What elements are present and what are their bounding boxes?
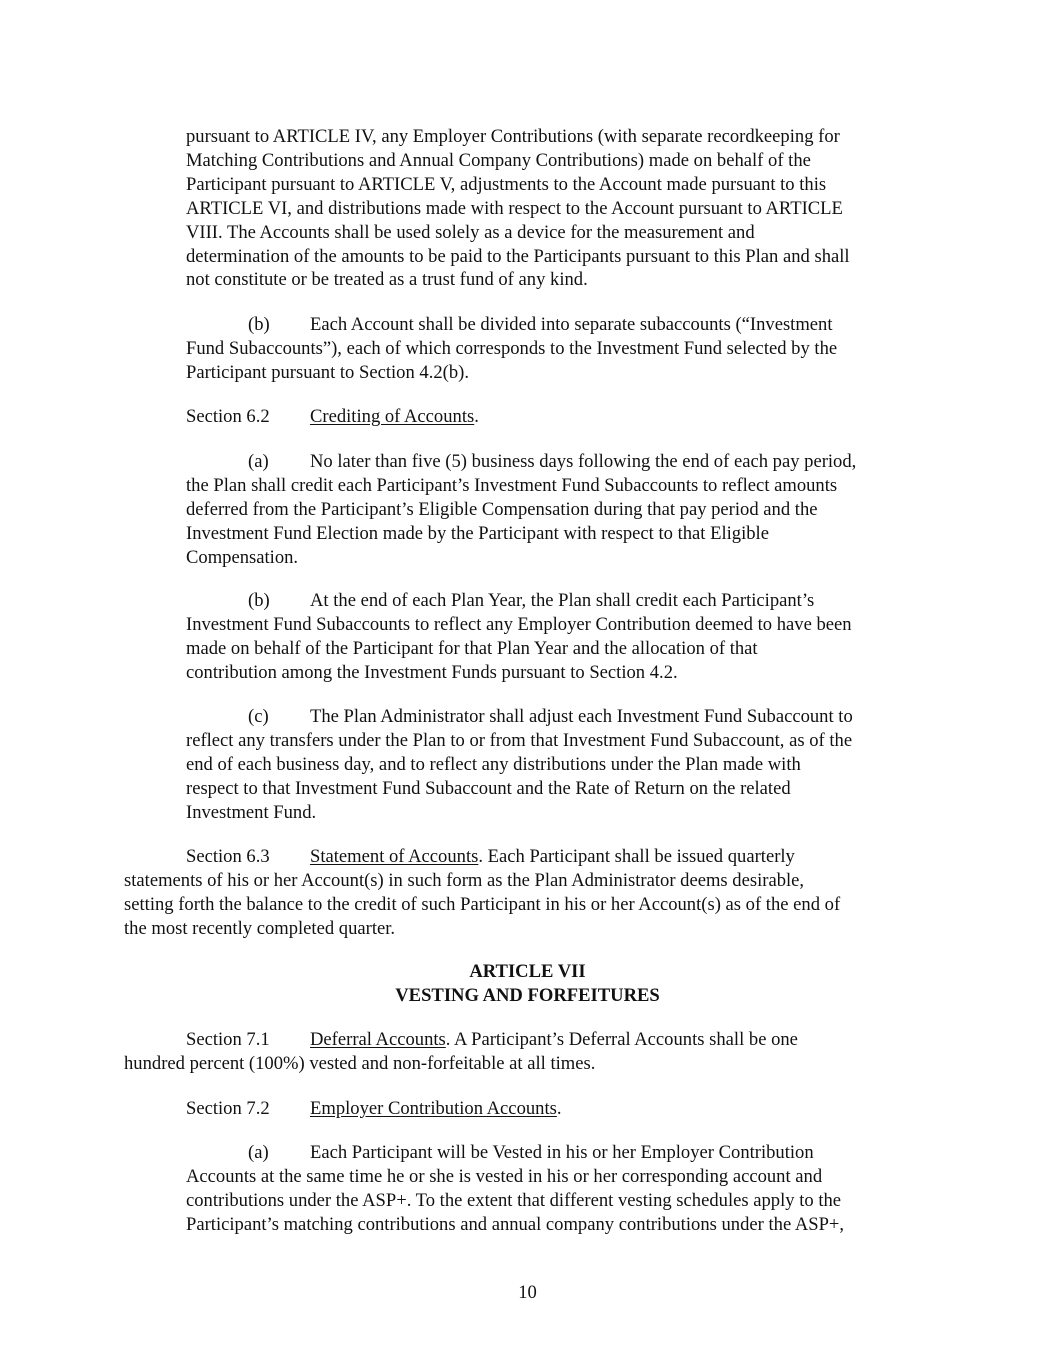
text-line: reflect any transfers under the Plan to or from that Investment Fund Subaccount, as of the	[186, 729, 853, 751]
text-line	[186, 589, 852, 613]
text-line: the most recently completed quarter.	[124, 917, 396, 939]
text-line: Fund Subaccounts”), each of which corresponds to the Investment Fund selected by the	[186, 337, 838, 359]
text-line: Participant pursuant to Section 4.2(b).	[186, 361, 469, 383]
section-6-2-heading	[186, 405, 479, 429]
text-line	[124, 845, 840, 869]
text-line: deferred from the Participant’s Eligible Compensation during that pay period and the	[186, 498, 818, 520]
subsection-label: (a)	[248, 451, 269, 472]
section-number: Section 7.1	[186, 1029, 270, 1050]
text-line: statements of his or her Account(s) in such form as the Plan Administrator deems desirable,	[124, 869, 805, 891]
text-line-content: . Each Participant shall be issued quarterly	[478, 846, 795, 867]
text-line	[186, 405, 479, 429]
section-title: Employer Contribution Accounts	[310, 1098, 557, 1119]
text-line: end of each business day, and to reflect any distributions under the Plan made with	[186, 753, 801, 775]
section-7-2-heading	[186, 1097, 562, 1121]
section-title: Crediting of Accounts	[310, 406, 475, 427]
section-title-punct: .	[556, 1098, 562, 1119]
text-line: determination of the amounts to be paid to the Participants pursuant to this Plan and shall	[186, 245, 850, 267]
text-line: made on behalf of the Participant for that Plan Year and the allocation of that	[186, 637, 758, 659]
text-line: contributions under the ASP+. To the extent that different vesting schedules apply to the	[186, 1189, 842, 1211]
text-line	[186, 1141, 844, 1165]
section-title-punct: .	[474, 406, 479, 427]
text-line: Accounts at the same time he or she is vested in his or her corresponding account and	[186, 1165, 823, 1187]
section-title: Deferral Accounts	[310, 1029, 446, 1050]
text-line: setting forth the balance to the credit of such Participant in his or her Account(s) as of the end of	[124, 893, 841, 915]
section-6-3	[124, 845, 840, 941]
text-line: Investment Fund Subaccounts to reflect any Employer Contribution deemed to have been	[186, 613, 852, 635]
article-number: ARTICLE VII	[469, 961, 586, 982]
subsection-6-1-b	[186, 313, 837, 385]
text-line	[186, 450, 856, 474]
subsection-label: (c)	[248, 706, 269, 727]
text-line	[186, 1097, 562, 1121]
text-line-content: Each Account shall be divided into separate subaccounts (“Investment	[310, 314, 833, 335]
text-line: not constitute or be treated as a trust fund of any kind.	[186, 269, 588, 291]
text-line: pursuant to ARTICLE IV, any Employer Contributions (with separate recordkeeping for	[186, 126, 840, 147]
text-line: ARTICLE VI, and distributions made with respect to the Account pursuant to ARTICLE	[186, 197, 843, 219]
text-line: Investment Fund.	[186, 801, 317, 823]
text-line-content: The Plan Administrator shall adjust each Investment Fund Subaccount to	[310, 706, 853, 727]
page-number: 10	[518, 1282, 537, 1303]
section-number: Section 6.3	[186, 846, 270, 867]
section-number: Section 7.2	[186, 1098, 270, 1119]
subsection-6-2-b	[186, 589, 852, 685]
text-line: the Plan shall credit each Participant’s Investment Fund Subaccounts to reflect amounts	[186, 474, 838, 496]
text-line-content: . A Participant’s Deferral Accounts shall be one	[445, 1029, 798, 1050]
text-line: Participant pursuant to ARTICLE V, adjustments to the Account made pursuant to this	[186, 173, 827, 195]
article-title: VESTING AND FORFEITURES	[395, 984, 660, 1006]
text-line-content: No later than five (5) business days following the end of each pay period,	[310, 451, 857, 472]
text-line	[186, 313, 837, 337]
text-line: VIII. The Accounts shall be used solely as a device for the measurement and	[186, 221, 755, 243]
text-line: contribution among the Investment Funds pursuant to Section 4.2.	[186, 661, 678, 683]
text-line: Matching Contributions and Annual Company Contributions) made on behalf of the	[186, 149, 811, 171]
article-heading	[0, 960, 1055, 1008]
text-line	[124, 1028, 798, 1052]
subsection-6-2-a	[186, 450, 856, 570]
subsection-7-2-a	[186, 1141, 844, 1237]
section-7-1	[124, 1028, 798, 1076]
text-line: Compensation.	[186, 546, 299, 568]
subsection-label: (b)	[248, 590, 270, 611]
section-number: Section 6.2	[186, 406, 270, 427]
subsection-label: (b)	[248, 314, 270, 335]
text-line: hundred percent (100%) vested and non-forfeitable at all times.	[124, 1052, 596, 1074]
section-title: Statement of Accounts	[310, 846, 479, 867]
text-line	[186, 705, 853, 729]
subsection-6-2-c	[186, 705, 853, 825]
text-line-content: Each Participant will be Vested in his or her Employer Contribution	[310, 1142, 814, 1163]
text-line-content: At the end of each Plan Year, the Plan shall credit each Participant’s	[310, 590, 815, 611]
text-line: Participant’s matching contributions and annual company contributions under the ASP+,	[186, 1213, 845, 1235]
paragraph-continuation	[186, 125, 850, 292]
text-line: respect to that Investment Fund Subaccount and the Rate of Return on the related	[186, 777, 791, 799]
text-line: Investment Fund Election made by the Participant with respect to that Eligible	[186, 522, 769, 544]
subsection-label: (a)	[248, 1142, 269, 1163]
